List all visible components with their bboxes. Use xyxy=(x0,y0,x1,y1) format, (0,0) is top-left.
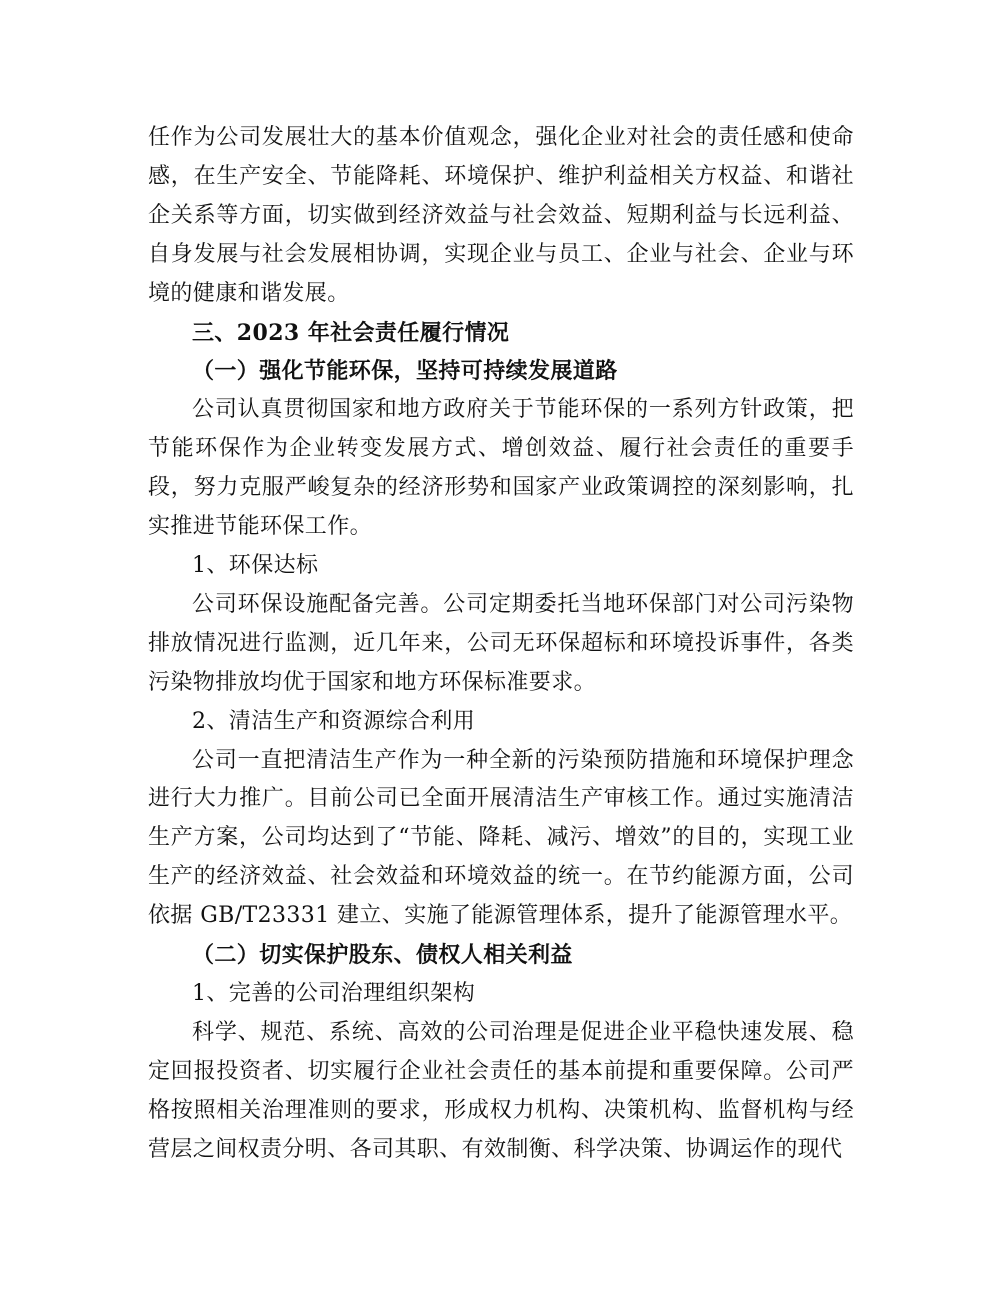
section-heading-2023-social-responsibility: 三、2023 年社会责任履行情况 xyxy=(192,319,510,346)
document-page xyxy=(148,119,854,1169)
item-heading-environmental-compliance: 1、环保达标 xyxy=(192,552,319,578)
paragraph-environmental-compliance: 公司环保设施配备完善。公司定期委托当地环保部门对公司污染物排放情况进行监测，近几年来，公司无环保超标和环境投诉事件，各类污染物排放均优于国家和地方环保标准要求。 xyxy=(148,591,854,695)
paragraph-intro-continuation: 任作为公司发展壮大的基本价值观念，强化企业对社会的责任感和使命感，在生产安全、节能降耗、环境保护、维护利益相关方权益、和谐社企关系等方面，切实做到经济效益与社会效益、短期利益与长远利益、自身发展与社会发展相协调，实现企业与员工、企业与社会、企业与环境的健康和谐发展。 xyxy=(148,125,854,306)
item-heading-clean-production: 2、清洁生产和资源综合利用 xyxy=(192,708,476,734)
item-heading-governance-structure: 1、完善的公司治理组织架构 xyxy=(192,980,476,1006)
paragraph-governance-structure: 科学、规范、系统、高效的公司治理是促进企业平稳快速发展、稳定回报投资者、切实履行企业社会责任的基本前提和重要保障。公司严格按照相关治理准则的要求，形成权力机构、决策机构、监督机构与经营层之间权责分明、各司其职、有效制衡、科学决策、协调运作的现代 xyxy=(148,1019,854,1162)
paragraph-clean-production: 公司一直把清洁生产作为一种全新的污染预防措施和环境保护理念进行大力推广。目前公司已全面开展清洁生产审核工作。通过实施清洁生产方案，公司均达到了“节能、降耗、减污、增效”的目的，实现工业生产的经济效益、社会效益和环境效益的统一。在节约能源方面，公司依据 GB/T23331 建立、实施了能源管理体系，提升了能源管理水平。 xyxy=(148,747,854,929)
paragraph-energy-policy: 公司认真贯彻国家和地方政府关于节能环保的一系列方针政策，把节能环保作为企业转变发展方式、增创效益、履行社会责任的重要手段，努力克服严峻复杂的经济形势和国家产业政策调控的深刻影响，扎实推进节能环保工作。 xyxy=(148,397,854,540)
subsection-heading-shareholder-protection: （二）切实保护股东、债权人相关利益 xyxy=(192,942,573,969)
subsection-heading-energy-saving: （一）强化节能环保，坚持可持续发展道路 xyxy=(192,358,618,385)
